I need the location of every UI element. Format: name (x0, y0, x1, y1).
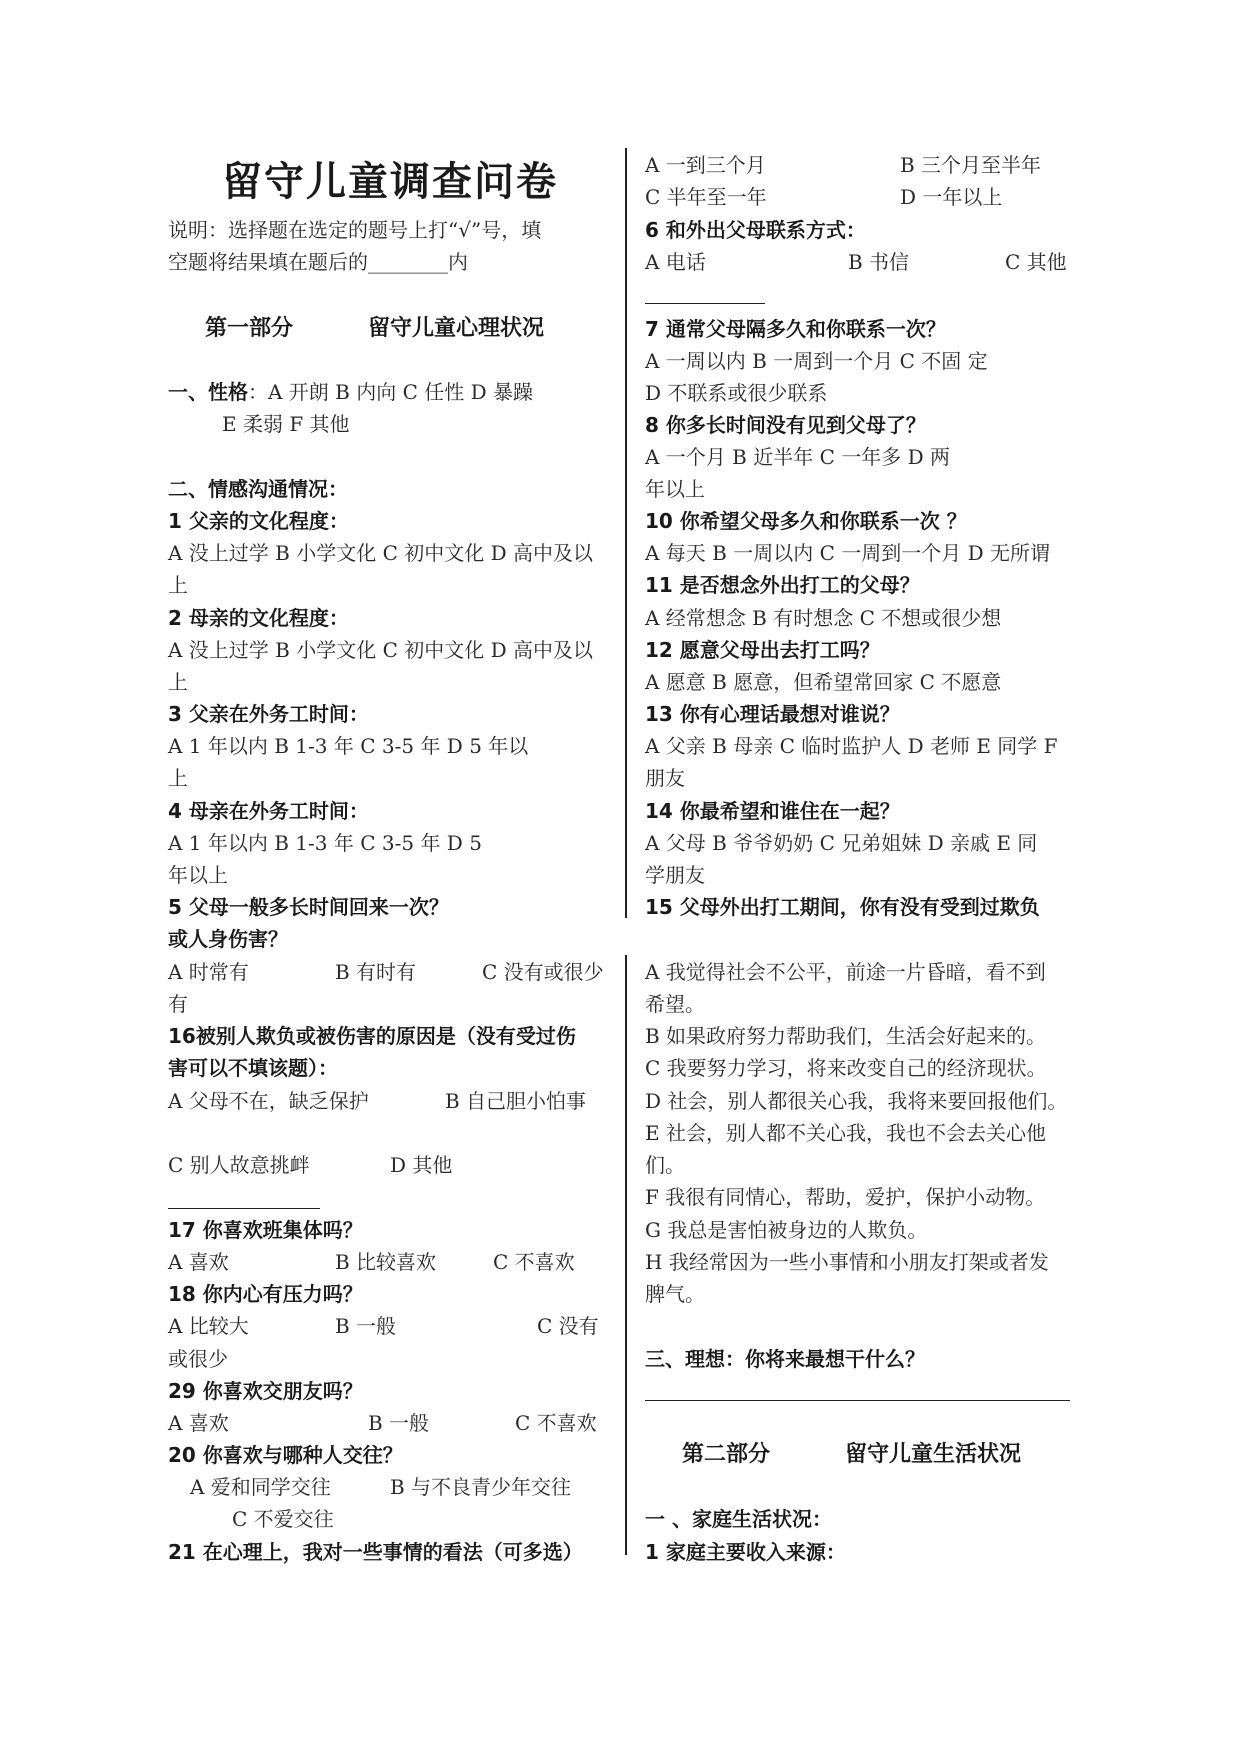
personality-heading: 一、性格 (168, 380, 248, 404)
section-emotion-heading: 二、情感沟通情况： (168, 477, 348, 501)
q8-options-cont: 年以上 (645, 477, 705, 501)
q4-options: A 1 年以内 B 1-3 年 C 3-5 年 D 5 (168, 831, 482, 855)
q15-cont: 或人身伤害？ (168, 927, 288, 951)
q29-option-a: A 喜欢 (168, 1411, 229, 1435)
q21-option-e: E 社会，别人都不关心我，我也不会去关心他 (645, 1121, 1046, 1145)
q18: 18 你内心有压力吗？ (168, 1282, 363, 1306)
section-ideal-heading: 三、理想：你将来最想干什么？ (645, 1347, 925, 1371)
q29: 29 你喜欢交朋友吗？ (168, 1379, 363, 1403)
column-divider-top (625, 148, 627, 918)
q13-options: A 父亲 B 母亲 C 临时监护人 D 老师 E 同学 F (645, 734, 1058, 758)
q18-option-c: C 没有 (537, 1314, 599, 1338)
family-q1: 1 家庭主要收入来源： (645, 1540, 846, 1564)
q21-option-g: G 我总是害怕被身边的人欺负。 (645, 1218, 928, 1242)
q16-option-c: C 别人故意挑衅 (168, 1153, 310, 1177)
q3-options-cont: 上 (168, 766, 188, 790)
q15-option-c-cont: 有 (168, 992, 188, 1016)
column-divider-bottom (625, 955, 627, 1555)
q21-option-a: A 我觉得社会不公平，前途一片昏暗，看不到 (645, 960, 1046, 984)
q3-options: A 1 年以内 B 1-3 年 C 3-5 年 D 5 年以 (168, 734, 529, 758)
intro-line-2: 空题将结果填在题后的________内 (168, 250, 468, 274)
q14: 14 你最希望和谁住在一起？ (645, 799, 900, 823)
q1: 1 父亲的文化程度： (168, 509, 349, 533)
q21-option-h-cont: 脾气。 (645, 1282, 705, 1306)
q12-options: A 愿意 B 愿意，但希望常回家 C 不愿意 (645, 670, 1002, 694)
q1-options-cont: 上 (168, 573, 188, 597)
q17-option-c: C 不喜欢 (493, 1250, 575, 1274)
q21-option-a-cont: 希望。 (645, 992, 705, 1016)
q18-option-b: B 一般 (335, 1314, 397, 1338)
q21-option-h: H 我经常因为一些小事情和小朋友打架或者发 (645, 1250, 1049, 1274)
q21-option-e-cont: 们。 (645, 1153, 685, 1177)
q20: 20 你喜欢与哪种人交往？ (168, 1443, 403, 1467)
q16-option-a: A 父母不在，缺乏保护 (168, 1089, 369, 1113)
part2-label: 第二部分 (682, 1442, 771, 1467)
q10: 10 你希望父母多久和你联系一次 ？ (645, 509, 967, 533)
q2-options: A 没上过学 B 小学文化 C 初中文化 D 高中及以 (168, 638, 593, 662)
q17-option-b: B 比较喜欢 (335, 1250, 437, 1274)
q29-option-b: B 一般 (368, 1411, 430, 1435)
q5-option-c: C 半年至一年 (645, 185, 767, 209)
q16-option-b: B 自己胆小怕事 (445, 1089, 587, 1113)
q7: 7 通常父母隔多久和你联系一次？ (645, 317, 946, 341)
q16-blank-line (168, 1208, 320, 1209)
personality-options-2: E 柔弱 F 其他 (222, 412, 350, 436)
q13-options-cont: 朋友 (645, 766, 685, 790)
q16-cont: 害可以不填该题）： (168, 1056, 338, 1080)
q4: 4 母亲在外务工时间： (168, 799, 369, 823)
q16-option-d: D 其他 (390, 1153, 453, 1177)
q14-options-cont: 学朋友 (645, 863, 705, 887)
q5: 5 父母一般多长时间回来一次？ (168, 895, 449, 919)
section-personality (168, 377, 533, 407)
q21-option-d: D 社会，别人都很关心我，我将来要回报他们。 (645, 1089, 1068, 1113)
q16: 16被别人欺负或被伤害的原因是（没有受过伤 (168, 1024, 576, 1048)
q13: 13 你有心理话最想对谁说？ (645, 702, 900, 726)
q1-options: A 没上过学 B 小学文化 C 初中文化 D 高中及以 (168, 541, 593, 565)
q6-blank-line (645, 303, 765, 304)
q4-options-cont: 年以上 (168, 863, 228, 887)
q17-option-a: A 喜欢 (168, 1250, 229, 1274)
q21: 21 在心理上，我对一些事情的看法（可多选） (168, 1540, 583, 1564)
part1-name: 留守儿童心理状况 (368, 316, 545, 341)
q12: 12 愿意父母出去打工吗？ (645, 638, 880, 662)
personality-options: ：A 开朗 B 内向 C 任性 D 暴躁 (248, 380, 533, 404)
q5-option-a: A 一到三个月 (645, 153, 766, 177)
q20-option-c: C 不爱交往 (232, 1507, 334, 1531)
q6-option-b: B 书信 (848, 250, 910, 274)
q8-options: A 一个月 B 近半年 C 一年多 D 两 (645, 445, 950, 469)
part1-label: 第一部分 (205, 316, 294, 341)
q15-option-b: B 有时有 (335, 960, 417, 984)
q10-options: A 每天 B 一周以内 C 一周到一个月 D 无所谓 (645, 541, 1050, 565)
q8: 8 你多长时间没有见到父母了？ (645, 413, 926, 437)
q29-option-c: C 不喜欢 (515, 1411, 597, 1435)
q20-option-a: A 爱和同学交往 (190, 1475, 331, 1499)
q21-option-b: B 如果政府努力帮助我们，生活会好起来的。 (645, 1024, 1047, 1048)
q11: 11 是否想念外出打工的父母？ (645, 573, 920, 597)
q15-option-a: A 时常有 (168, 960, 249, 984)
q15-option-c: C 没有或很少 (482, 960, 604, 984)
q17: 17 你喜欢班集体吗？ (168, 1218, 363, 1242)
q2-options-cont: 上 (168, 670, 188, 694)
q6-option-a: A 电话 (645, 250, 706, 274)
q18-option-a: A 比较大 (168, 1314, 249, 1338)
q5-option-b: B 三个月至半年 (900, 153, 1042, 177)
q14-options: A 父母 B 爷爷奶奶 C 兄弟姐妹 D 亲戚 E 同 (645, 831, 1038, 855)
q21-option-c: C 我要努力学习，将来改变自己的经济现状。 (645, 1056, 1047, 1080)
q21-option-f: F 我很有同情心，帮助，爱护，保护小动物。 (645, 1185, 1046, 1209)
intro-line-1: 说明：选择题在选定的题号上打“√”号，填 (168, 218, 542, 242)
q11-options: A 经常想念 B 有时想念 C 不想或很少想 (645, 606, 1002, 630)
q15: 15 父母外出打工期间，你有没有受到过欺负 (645, 895, 1040, 919)
q18-option-c-cont: 或很少 (168, 1347, 228, 1371)
ideal-answer-line (645, 1400, 1070, 1401)
page-title: 留守儿童调查问卷 (222, 158, 558, 205)
q7-options: A 一周以内 B 一周到一个月 C 不固 定 (645, 349, 988, 373)
q3: 3 父亲在外务工时间： (168, 702, 369, 726)
q20-option-b: B 与不良青少年交往 (390, 1475, 572, 1499)
part2-name: 留守儿童生活状况 (845, 1442, 1022, 1467)
q6-option-c: C 其他 (1005, 250, 1067, 274)
q6: 6 和外出父母联系方式： (645, 218, 866, 242)
q7-options-cont: D 不联系或很少联系 (645, 381, 828, 405)
q2: 2 母亲的文化程度： (168, 606, 349, 630)
section-family-heading: 一 、家庭生活状况： (645, 1507, 832, 1531)
q5-option-d: D 一年以上 (900, 185, 1003, 209)
